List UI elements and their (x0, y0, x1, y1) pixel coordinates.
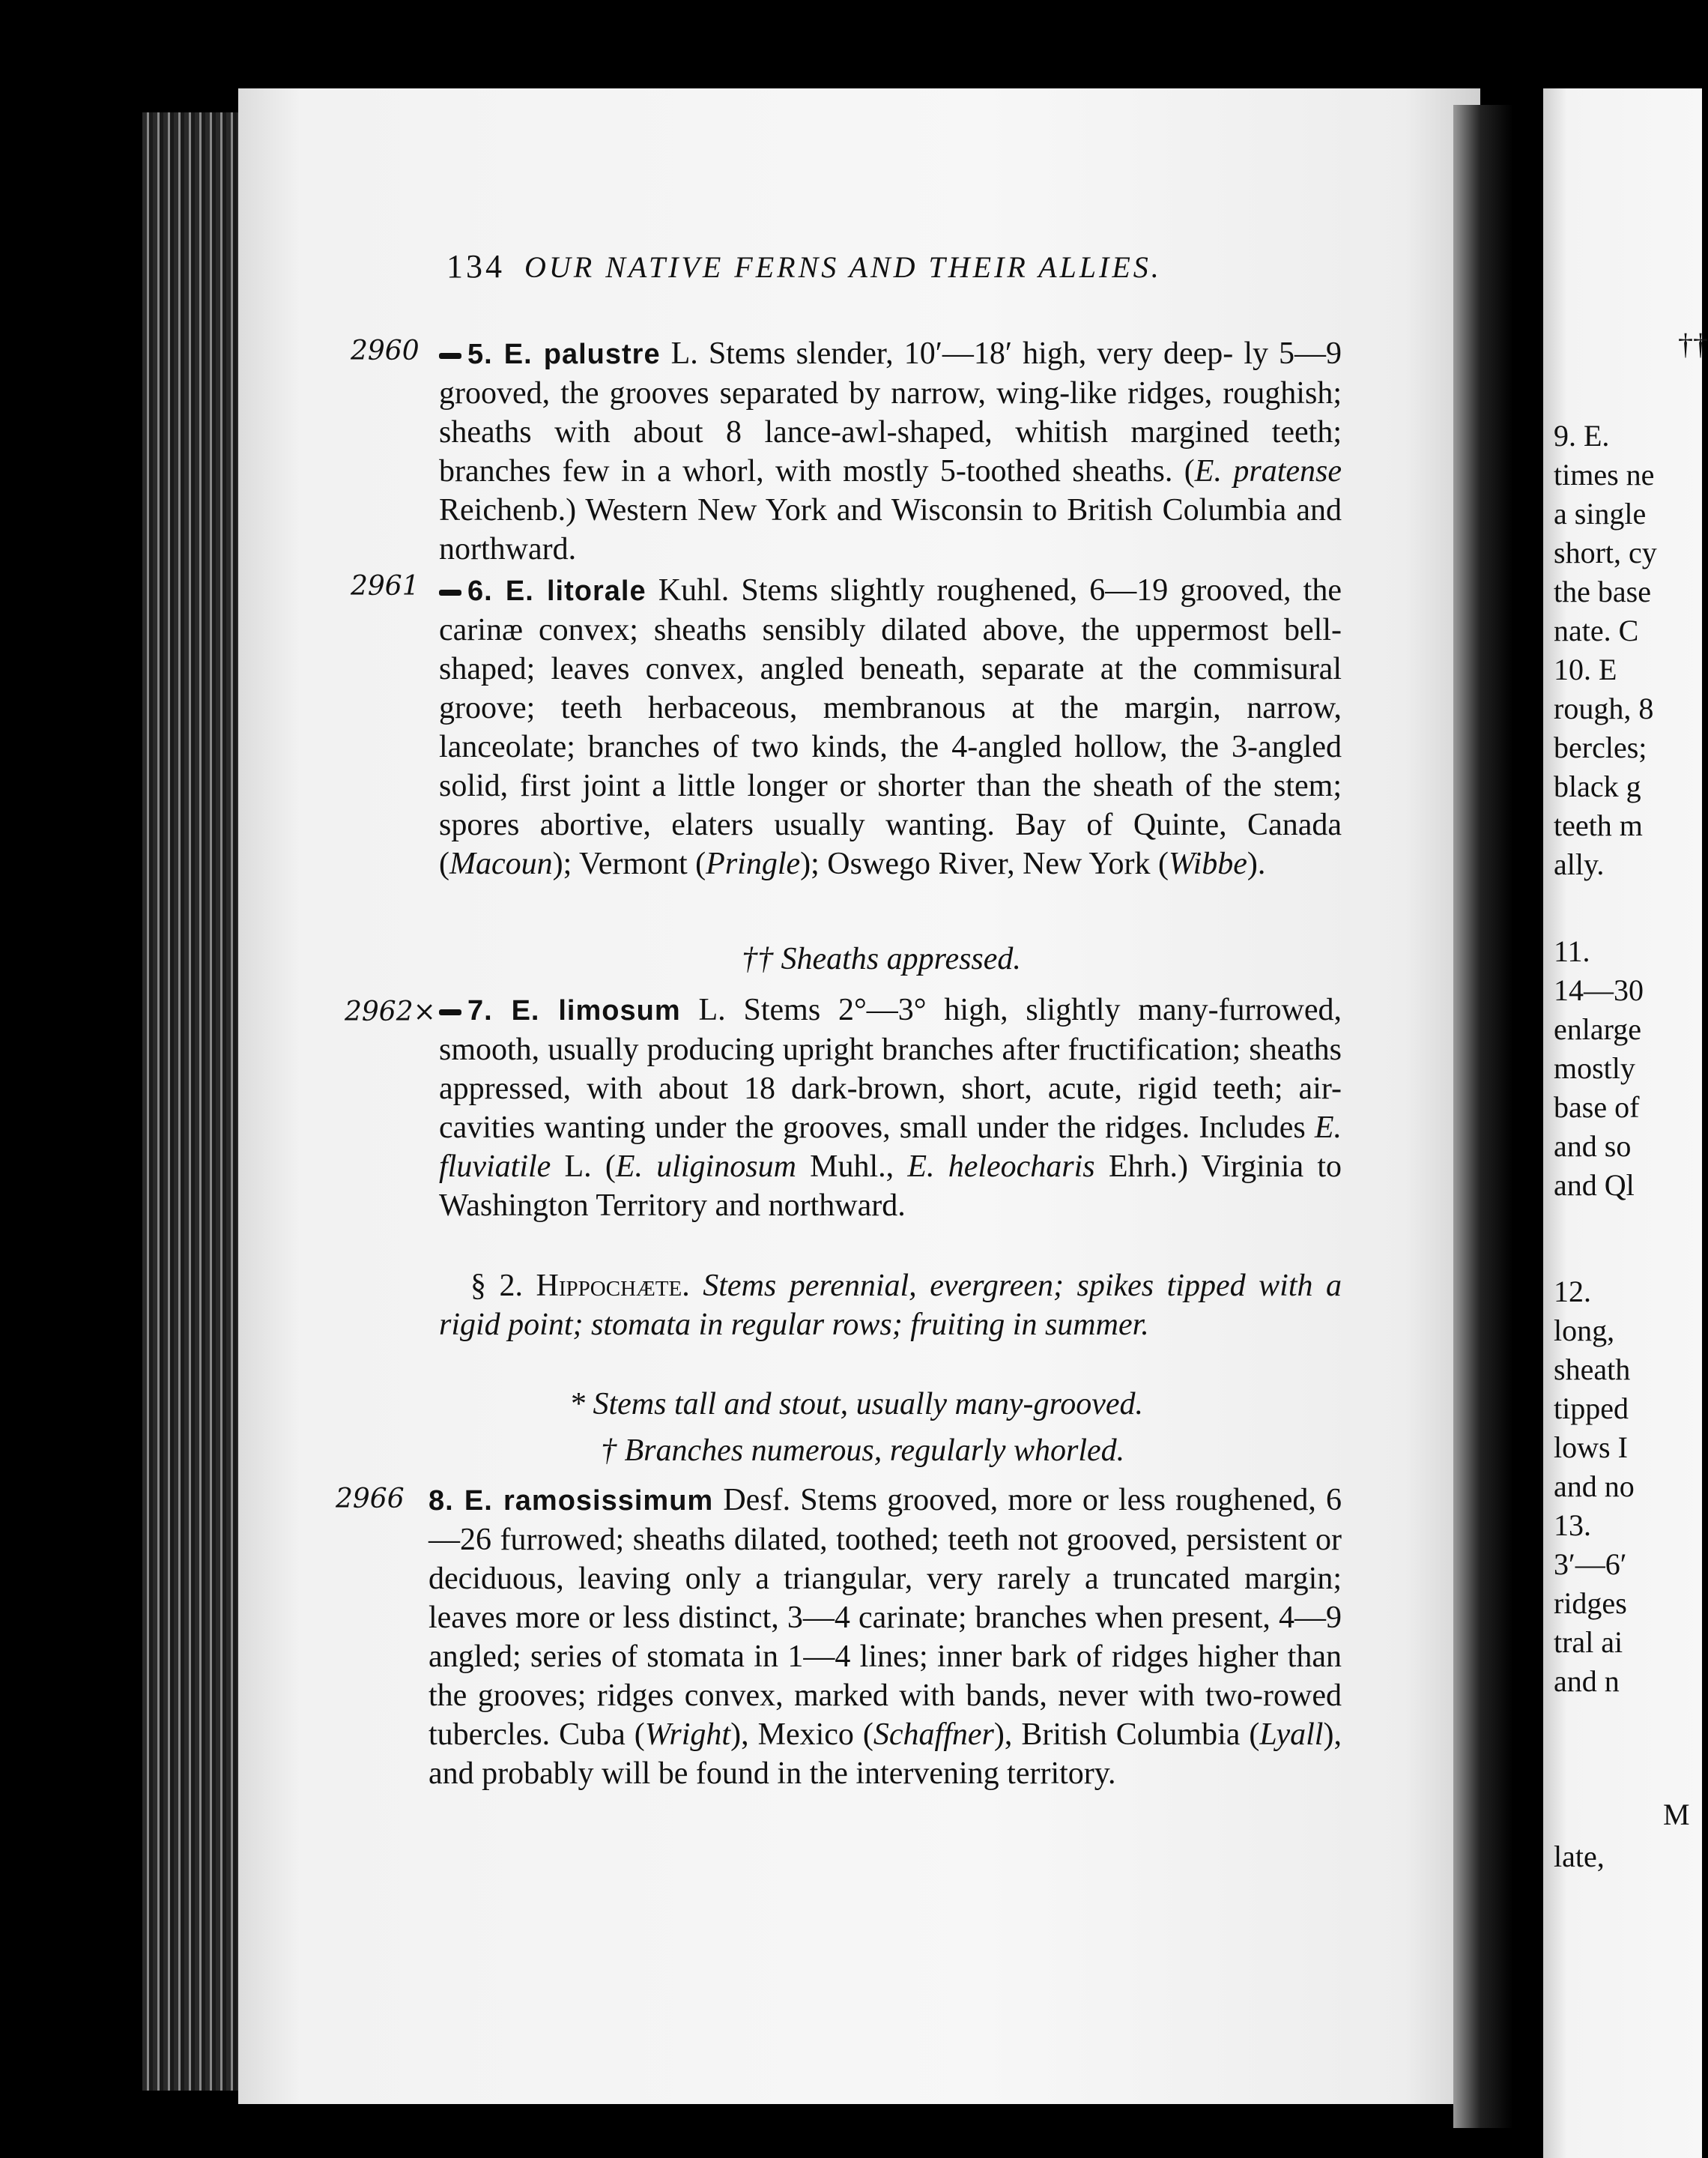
right-page-line: bercles; (1554, 731, 1647, 764)
right-page-line: times ne (1554, 458, 1655, 492)
entry-7 (439, 991, 1342, 1225)
entry-text: ), and probably will be found in the intervening territory. (428, 1717, 1342, 1791)
book-gutter (1453, 105, 1513, 2128)
right-page-line: short, cy (1554, 536, 1657, 569)
entry-text: ), Mexico ( (730, 1717, 873, 1752)
right-page-line: black g (1554, 770, 1641, 803)
right-page-line: tipped (1554, 1391, 1629, 1425)
synonym: E. uliginosum (615, 1149, 796, 1184)
synonym: E. fluviatile (439, 1110, 1342, 1184)
entry-text: ); Oswego River, New York ( (800, 847, 1169, 881)
entry-text: Stems grooved, more or less roughened, 6—26 furrowed; sheaths dilated, toothed; teeth not grooved, persistent or deciduous, leaving only a triangular, very rarely a truncated margin; leaves more or less distinct, 3—4 carinate; branches when present, 4—9 angled; series of stomata in 1—4 lines; inner bark of ridges higher than the grooves; ridges convex, marked with bands, never with two-rowed tubercles. Cuba ( (428, 1483, 1342, 1752)
entry-text: Reichenb.) Western New York and Wisconsin to British Columbia and northward. (439, 493, 1342, 566)
species-name: 5. E. palustre (467, 339, 661, 370)
right-page-line: tral ai (1554, 1625, 1623, 1659)
entry-text: Stems slender, 10′—18′ high, very deep- (708, 336, 1234, 371)
synonym: E. heleocharis (907, 1149, 1095, 1184)
section-description: Stems perennial, evergreen; spikes tipped with a rigid point; stomata in regular rows; fruiting in summer. (439, 1269, 1342, 1342)
margin-annotation: 2966 (336, 1484, 405, 1514)
collector: Wibbe (1168, 847, 1247, 881)
collector: Wright (644, 1717, 731, 1752)
section-label: § 2. Hippochæte. (470, 1269, 690, 1303)
dash-marker (439, 1009, 461, 1015)
margin-annotation: 2961 (351, 571, 420, 602)
species-author: Desf. (713, 1483, 791, 1517)
entry-text: ly 5—9 grooved, the grooves separated by narrow, wing-like ridges, roughish; sheaths with about 8 lance-awl-shaped, whitish margined teeth; branches few in a whorl, with mostly 5-toothed sheaths. ( (439, 336, 1342, 489)
right-page-line: 3′—6′ (1554, 1547, 1627, 1581)
right-page-line: 10. E (1554, 653, 1617, 686)
species-name: 7. E. limosum (467, 995, 681, 1027)
right-page-line: long, (1554, 1314, 1615, 1347)
entry-5 (439, 334, 1342, 569)
right-page-line: a single (1554, 497, 1647, 531)
section-2-description (439, 1266, 1342, 1344)
entry-6 (439, 571, 1342, 883)
right-page-line: mostly (1554, 1051, 1635, 1085)
entry-text: Stems 2°—3° high, slightly many-furrowed, smooth, usually producing upright branches after fructification; sheaths appressed, with about 18 dark-brown, short, acute, rigid teeth; air-cavities wanting under the grooves, small under the ridges. Includes (439, 993, 1342, 1145)
species-name: 6. E. litorale (467, 575, 646, 607)
entry-text: ). (1247, 847, 1266, 881)
right-page-line: base of (1554, 1090, 1640, 1124)
right-page-line: and no (1554, 1469, 1635, 1503)
right-page-line: teeth m (1554, 809, 1643, 842)
entry-text: Ehrh.) Virginia to Washington Territory and northward. (439, 1149, 1342, 1223)
right-page-line: lows I (1554, 1430, 1628, 1464)
entry-8 (428, 1481, 1342, 1793)
synonym: E. pratense (1194, 454, 1342, 489)
species-name: 8. E. ramosissimum (428, 1485, 714, 1517)
subsection-heading: †† Sheaths appressed. (742, 942, 1021, 976)
right-page-line: ally. (1554, 847, 1605, 881)
right-page-line: 14—30 (1554, 973, 1644, 1007)
right-page-line: the base (1554, 575, 1651, 608)
right-page-line: ridges (1554, 1586, 1627, 1620)
right-page-line: 9. E. (1554, 419, 1610, 453)
right-page (1543, 88, 1708, 2158)
right-page-line: sheath (1554, 1352, 1631, 1386)
right-page-line: enlarge (1554, 1012, 1641, 1046)
right-page-line: nate. C (1554, 614, 1639, 647)
species-author: Kuhl. (646, 573, 730, 608)
entry-text: ), British Columbia ( (993, 1717, 1260, 1752)
right-page-line: and so (1554, 1129, 1632, 1163)
right-page-line: †† (1678, 327, 1708, 361)
right-page-line: 13. (1554, 1508, 1591, 1542)
page-number: 134 (446, 248, 505, 285)
collector: Pringle (706, 847, 801, 881)
right-page-line: 11. (1554, 934, 1590, 968)
right-page-line: and n (1554, 1664, 1620, 1698)
entry-text: L. ( (551, 1149, 616, 1184)
subsection-heading: † Branches numerous, regularly whorled. (601, 1433, 1125, 1468)
margin-annotation: 2962× (345, 997, 436, 1027)
margin-annotation: 2960 (351, 336, 420, 366)
running-header (446, 247, 1162, 285)
right-page-line: late, (1554, 1840, 1605, 1873)
collector: Lyall (1259, 1717, 1324, 1752)
entry-text: Stems slightly roughened, 6—19 grooved, the carinæ convex; sheaths sensibly dilated above, the uppermost bell-shaped; leaves convex, angled beneath, separate at the commisural groove; teeth herbaceous, membranous at the margin, narrow, lanceolate; branches of two kinds, the 4-angled hollow, the 3-angled solid, first joint a little longer or shorter than the sheath of the stem; spores abortive, elaters usually wanting. Bay of Quinte, Canada ( (439, 573, 1342, 881)
dash-marker (439, 590, 461, 596)
right-page-line: rough, 8 (1554, 692, 1654, 725)
right-page-line: M (1663, 1798, 1690, 1831)
right-page-line: 12. (1554, 1275, 1591, 1308)
entry-text: Muhl., (796, 1149, 908, 1184)
entry-text: ); Vermont ( (552, 847, 706, 881)
right-page-line: and Ql (1554, 1168, 1635, 1202)
running-title: OUR NATIVE FERNS AND THEIR ALLIES. (524, 250, 1162, 284)
collector: Schaffner (873, 1717, 994, 1752)
subsection-heading: * Stems tall and stout, usually many-grooved. (569, 1387, 1144, 1421)
species-author: L. (660, 336, 698, 371)
dash-marker (439, 353, 461, 359)
species-author: L. (680, 993, 726, 1027)
collector: Macoun (449, 847, 553, 881)
